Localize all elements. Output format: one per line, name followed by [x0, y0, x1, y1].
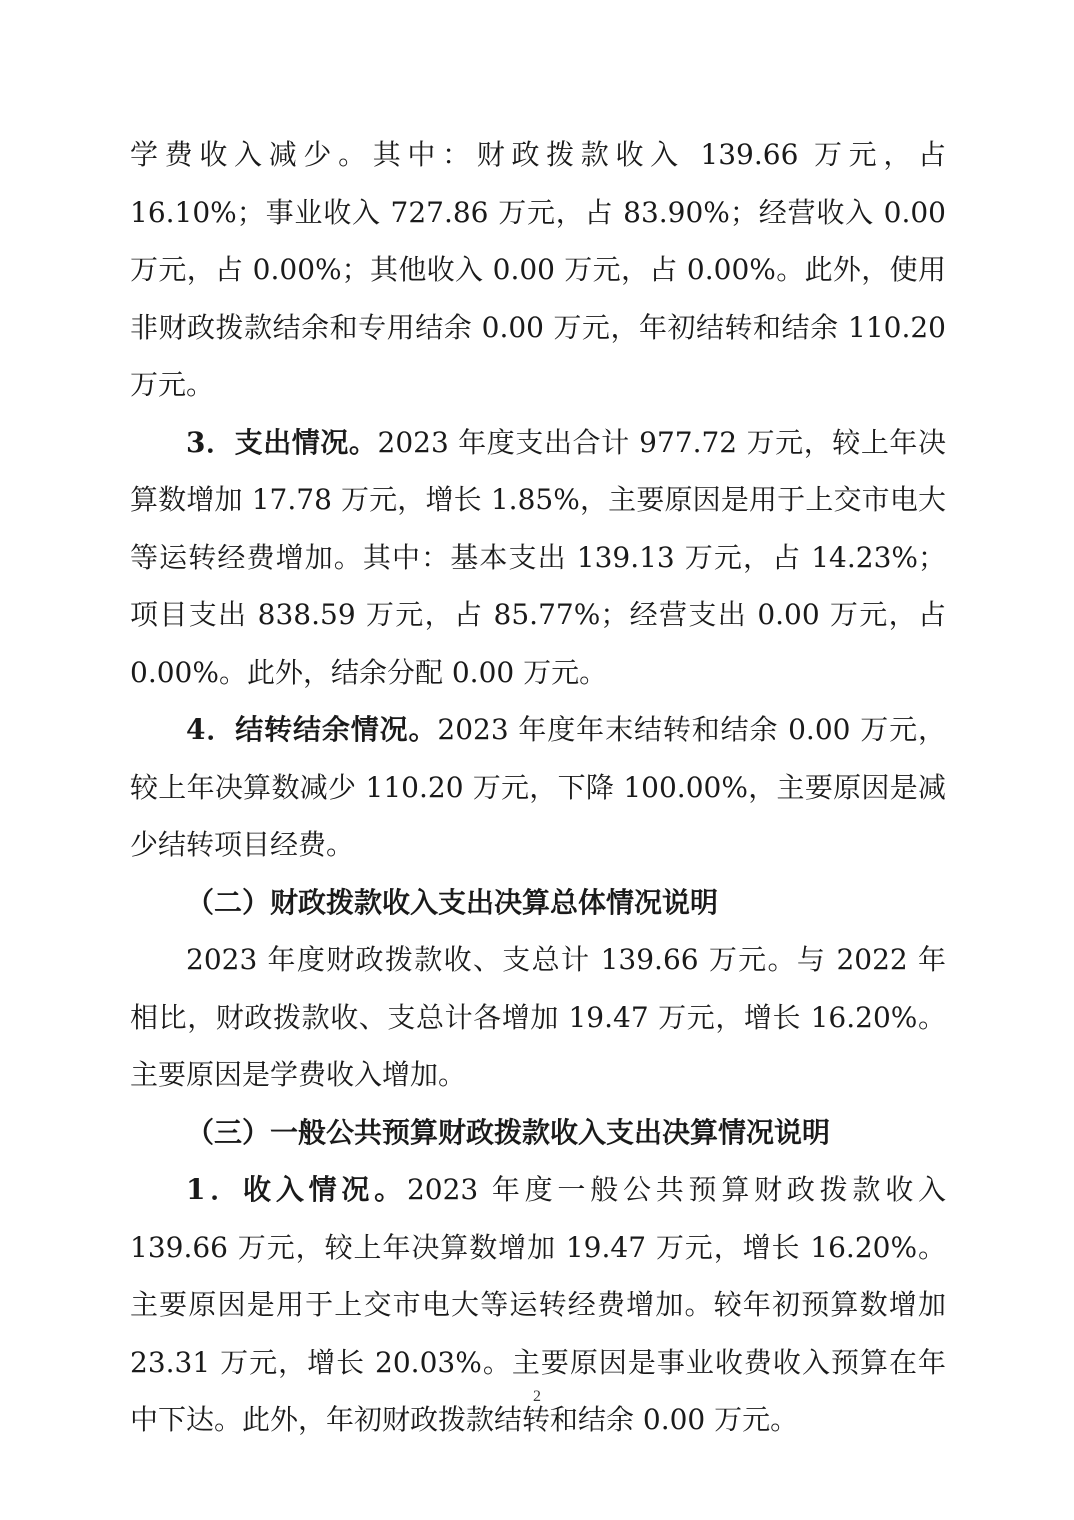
- paragraph-carryover: [130, 701, 946, 874]
- carryover-text: 2023 年度年末结转和结余 0.00 万元，较上年决算数减少 110.20 万元，下降 100.00%，主要原因是减少结转项目经费。: [130, 713, 946, 861]
- page-number: 2: [533, 1388, 541, 1405]
- paragraph-fiscal-overall: 2023 年度财政拨款收、支总计 139.66 万元。与 2022 年相比，财政拨款收、支总计各增加 19.47 万元，增长 16.20%。主要原因是学费收入增加。: [130, 943, 946, 1091]
- paragraph-expenditure: [130, 414, 946, 702]
- expenditure-heading: 3．支出情况。: [186, 425, 378, 459]
- section-heading-general-budget: （三）一般公共预算财政拨款收入支出决算情况说明: [186, 1115, 831, 1149]
- section-heading-fiscal-overall: （二）财政拨款收入支出决算总体情况说明: [186, 885, 719, 919]
- carryover-heading: 4．结转结余情况。: [186, 713, 438, 746]
- income-heading: 1．收入情况。: [186, 1173, 407, 1206]
- income-text: 2023 年度一般公共预算财政拨款收入 139.66 万元，较上年决算数增加 19.47 万元，增长 16.20%。主要原因是用于上交市电大等运转经费增加。较年初预算数增加 23.31 万元，增长 20.03%。主要原因是事业收费收入预算在年中下达。此外，年初财政拨款结转和结余 0.00 万元。: [130, 1173, 946, 1436]
- document-body: [130, 126, 946, 1449]
- expenditure-text: 2023 年度支出合计 977.72 万元，较上年决算数增加 17.78 万元，增长 1.85%，主要原因是用于上交市电大等运转经费增加。其中：基本支出 139.13 万元，占 14.23%；项目支出 838.59 万元，占 85.77%；经营支出 0.00 万元，占 0.00%。此外，结余分配 0.00 万元。: [130, 425, 947, 689]
- paragraph-income-breakdown: 学费收入减少。其中：财政拨款收入 139.66 万元，占 16.10%；事业收入 727.86 万元，占 83.90%；经营收入 0.00 万元，占 0.00%；其他收入 0.00 万元，占 0.00%。此外，使用非财政拨款结余和专用结余 0.00 万元，年初结转和结余 110.20 万元。: [130, 138, 946, 401]
